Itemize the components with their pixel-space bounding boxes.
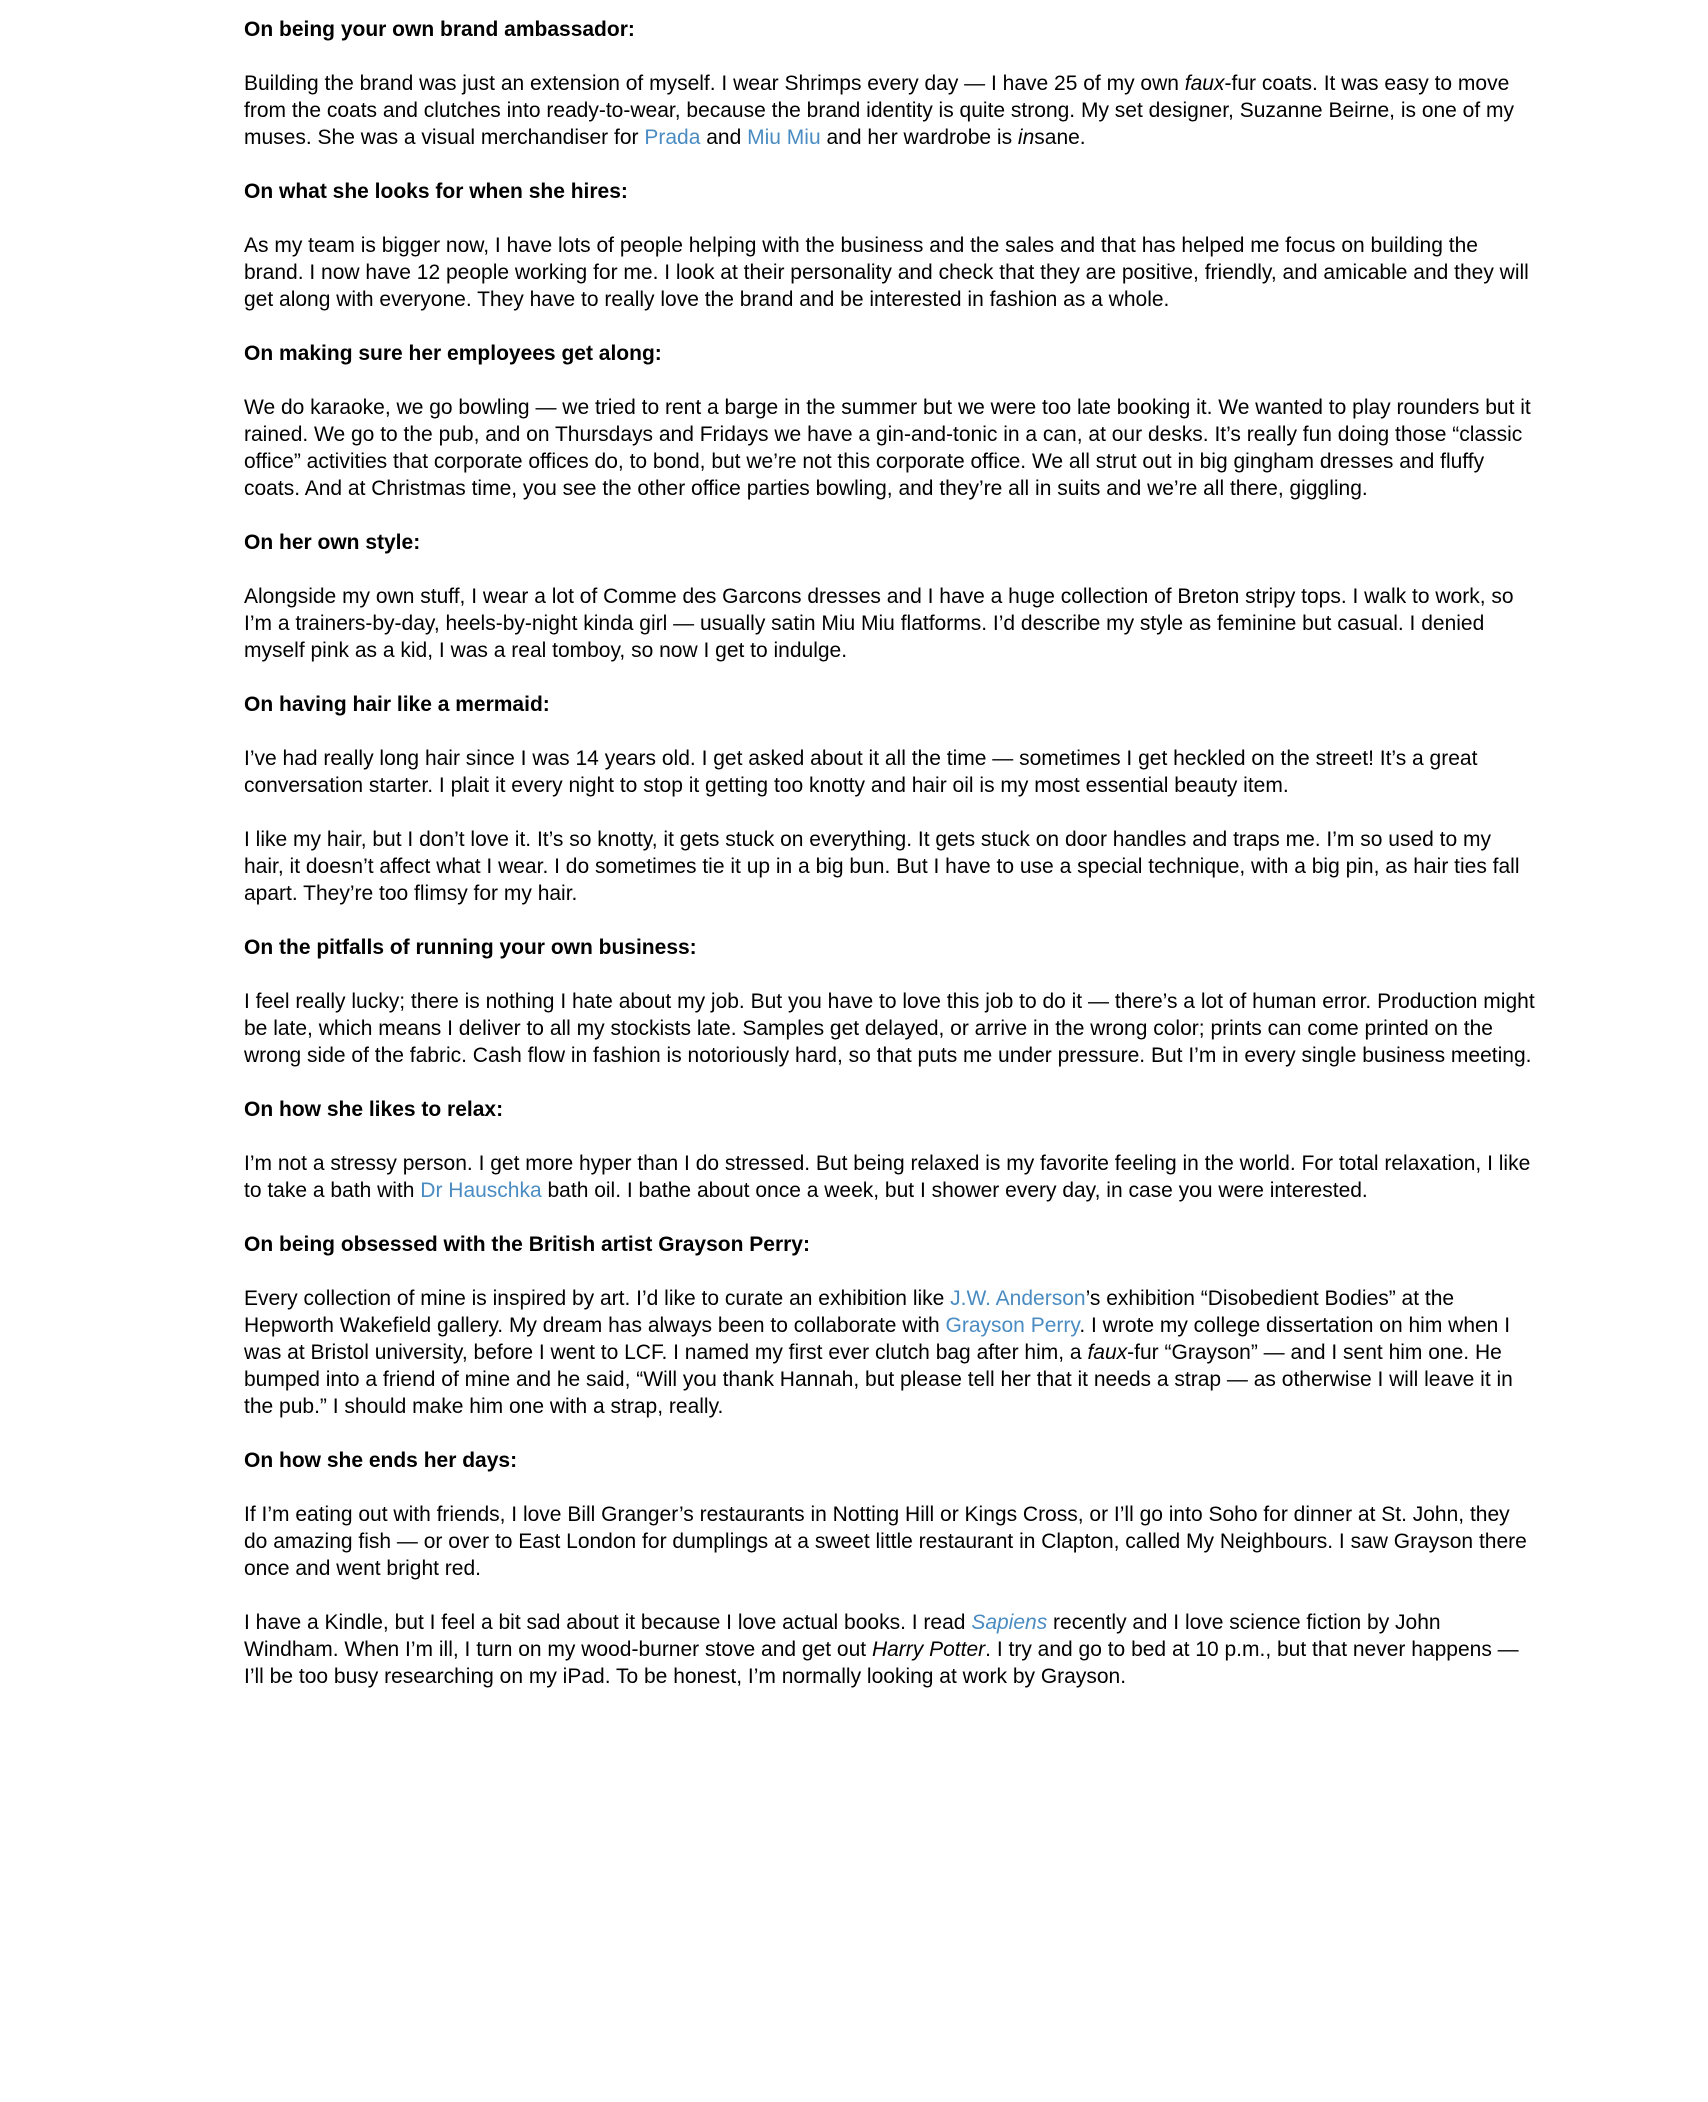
paragraph xyxy=(244,826,1536,907)
text-run: I’m not a stressy person. I get more hyper than I do stressed. But being relaxed is my favorite feeling in the world. For total relaxation, I like to take a bath with xyxy=(244,1152,1531,1202)
text-run: As my team is bigger now, I have lots of people helping with the business and the sales and that has helped me focus on building the brand. I now have 12 people working for me. I look at their personality and check that they are positive, friendly, and amicable and they will get along with everyone. They have to really love the brand and be interested in fashion as a whole. xyxy=(244,234,1529,311)
paragraph xyxy=(244,988,1536,1069)
paragraph xyxy=(244,232,1536,313)
text-run: Building the brand was just an extension of myself. I wear Shrimps every day — I have 25 of my own xyxy=(244,72,1185,95)
section-heading: On her own style: xyxy=(244,531,421,554)
inline-link[interactable]: Dr Hauschka xyxy=(420,1179,542,1202)
paragraph xyxy=(244,394,1536,502)
paragraph xyxy=(244,1150,1536,1204)
section-heading: On how she ends her days: xyxy=(244,1449,518,1472)
text-run: We do karaoke, we go bowling — we tried to rent a barge in the summer but we were too late booking it. We wanted to play rounders but it rained. We go to the pub, and on Thursdays and Fridays we have a gin-and-tonic in a can, at our desks. It’s really fun doing those “classic office” activities that corporate offices do, to bond, but we’re not this corporate office. We all strut out in big gingham dresses and fluffy coats. And at Christmas time, you see the other office parties bowling, and they’re all in suits and we’re all there, giggling. xyxy=(244,396,1531,500)
section-heading: On what she looks for when she hires: xyxy=(244,180,628,203)
section-heading: On being obsessed with the British artist Grayson Perry: xyxy=(244,1233,810,1256)
text-run: Harry Potter xyxy=(871,1638,986,1661)
text-run: faux xyxy=(1184,72,1225,95)
text-run: -fur coats. It was easy to move from the coats and clutches into ready-to-wear, because the brand identity is quite strong. My set designer, Suzanne Beirne, is one of my muses. She was a visual merchandiser for xyxy=(244,72,1515,149)
inline-link[interactable]: Grayson Perry xyxy=(945,1314,1080,1337)
inline-link[interactable]: Miu Miu xyxy=(747,126,821,149)
text-run: ’s exhibition “Disobedient Bodies” at the Hepworth Wakefield gallery. My dream has always been to collaborate with xyxy=(244,1287,1455,1337)
inline-link[interactable]: Prada xyxy=(644,126,701,149)
section-heading: On how she likes to relax: xyxy=(244,1098,504,1121)
section-heading: On making sure her employees get along: xyxy=(244,342,662,365)
paragraph xyxy=(244,1501,1536,1582)
text-run: faux xyxy=(1087,1341,1128,1364)
text-run: . I try and go to bed at 10 p.m., but that never happens — I’ll be too busy researching on my iPad. To be honest, I’m normally looking at work by Grayson. xyxy=(244,1638,1519,1688)
text-run: -fur “Grayson” — and I sent him one. He bumped into a friend of mine and he said, “Will you thank Hannah, but please tell her that it needs a strap — as otherwise I will leave it in the pub.” I should make him one with a strap, really. xyxy=(244,1341,1513,1418)
section-heading: On having hair like a mermaid: xyxy=(244,693,550,716)
section-heading: On being your own brand ambassador: xyxy=(244,18,635,41)
paragraph xyxy=(244,70,1536,151)
inline-link[interactable]: J.W. Anderson xyxy=(950,1287,1086,1310)
paragraph xyxy=(244,1609,1536,1690)
text-run: I’ve had really long hair since I was 14 years old. I get asked about it all the time — sometimes I get heckled on the street! It’s a great conversation starter. I plait it every night to stop it getting too knotty and hair oil is my most essential beauty item. xyxy=(244,747,1478,797)
paragraph xyxy=(244,745,1536,799)
text-run: . I wrote my college dissertation on him when I was at Bristol university, before I went to LCF. I named my first ever clutch bag after him, a xyxy=(244,1314,1511,1364)
text-run: and her wardrobe is xyxy=(820,126,1018,149)
text-run: Alongside my own stuff, I wear a lot of Comme des Garcons dresses and I have a huge collection of Breton stripy tops. I walk to work, so I’m a trainers-by-day, heels-by-night kinda girl — usually satin Miu Miu flatforms. I’d describe my style as feminine but casual. I denied myself pink as a kid, I was a real tomboy, so now I get to indulge. xyxy=(244,585,1514,662)
text-run: Every collection of mine is inspired by art. I’d like to curate an exhibition like xyxy=(244,1287,951,1310)
text-run: bath oil. I bathe about once a week, but I shower every day, in case you were interested. xyxy=(541,1179,1368,1202)
text-run: I have a Kindle, but I feel a bit sad about it because I love actual books. I read xyxy=(244,1611,972,1634)
text-run: sane. xyxy=(1034,126,1086,149)
text-run: If I’m eating out with friends, I love Bill Granger’s restaurants in Notting Hill or Kings Cross, or I’ll go into Soho for dinner at St. John, they do amazing fish — or over to East London for dumplings at a sweet little restaurant in Clapton, called My Neighbours. I saw Grayson there once and went bright red. xyxy=(244,1503,1527,1580)
inline-link[interactable]: Sapiens xyxy=(971,1611,1048,1634)
text-run: I feel really lucky; there is nothing I hate about my job. But you have to love this job to do it — there’s a lot of human error. Production might be late, which means I deliver to all my stockists late. Samples get delayed, or arrive in the wrong color; prints can come printed on the wrong side of the fabric. Cash flow in fashion is notoriously hard, so that puts me under pressure. But I’m in every single business meeting. xyxy=(244,990,1535,1067)
section-heading: On the pitfalls of running your own business: xyxy=(244,936,697,959)
text-run: and xyxy=(700,126,748,149)
paragraph xyxy=(244,583,1536,664)
text-run: I like my hair, but I don’t love it. It’s so knotty, it gets stuck on everything. It gets stuck on door handles and traps me. I’m so used to my hair, it doesn’t affect what I wear. I do sometimes tie it up in a big bun. But I have to use a special technique, with a big pin, as hair ties fall apart. They’re too flimsy for my hair. xyxy=(244,828,1520,905)
paragraph xyxy=(244,1285,1536,1420)
text-run: recently and I love science fiction by John Windham. When I’m ill, I turn on my wood-burner stove and get out xyxy=(244,1611,1441,1661)
text-run: in xyxy=(1017,126,1035,149)
